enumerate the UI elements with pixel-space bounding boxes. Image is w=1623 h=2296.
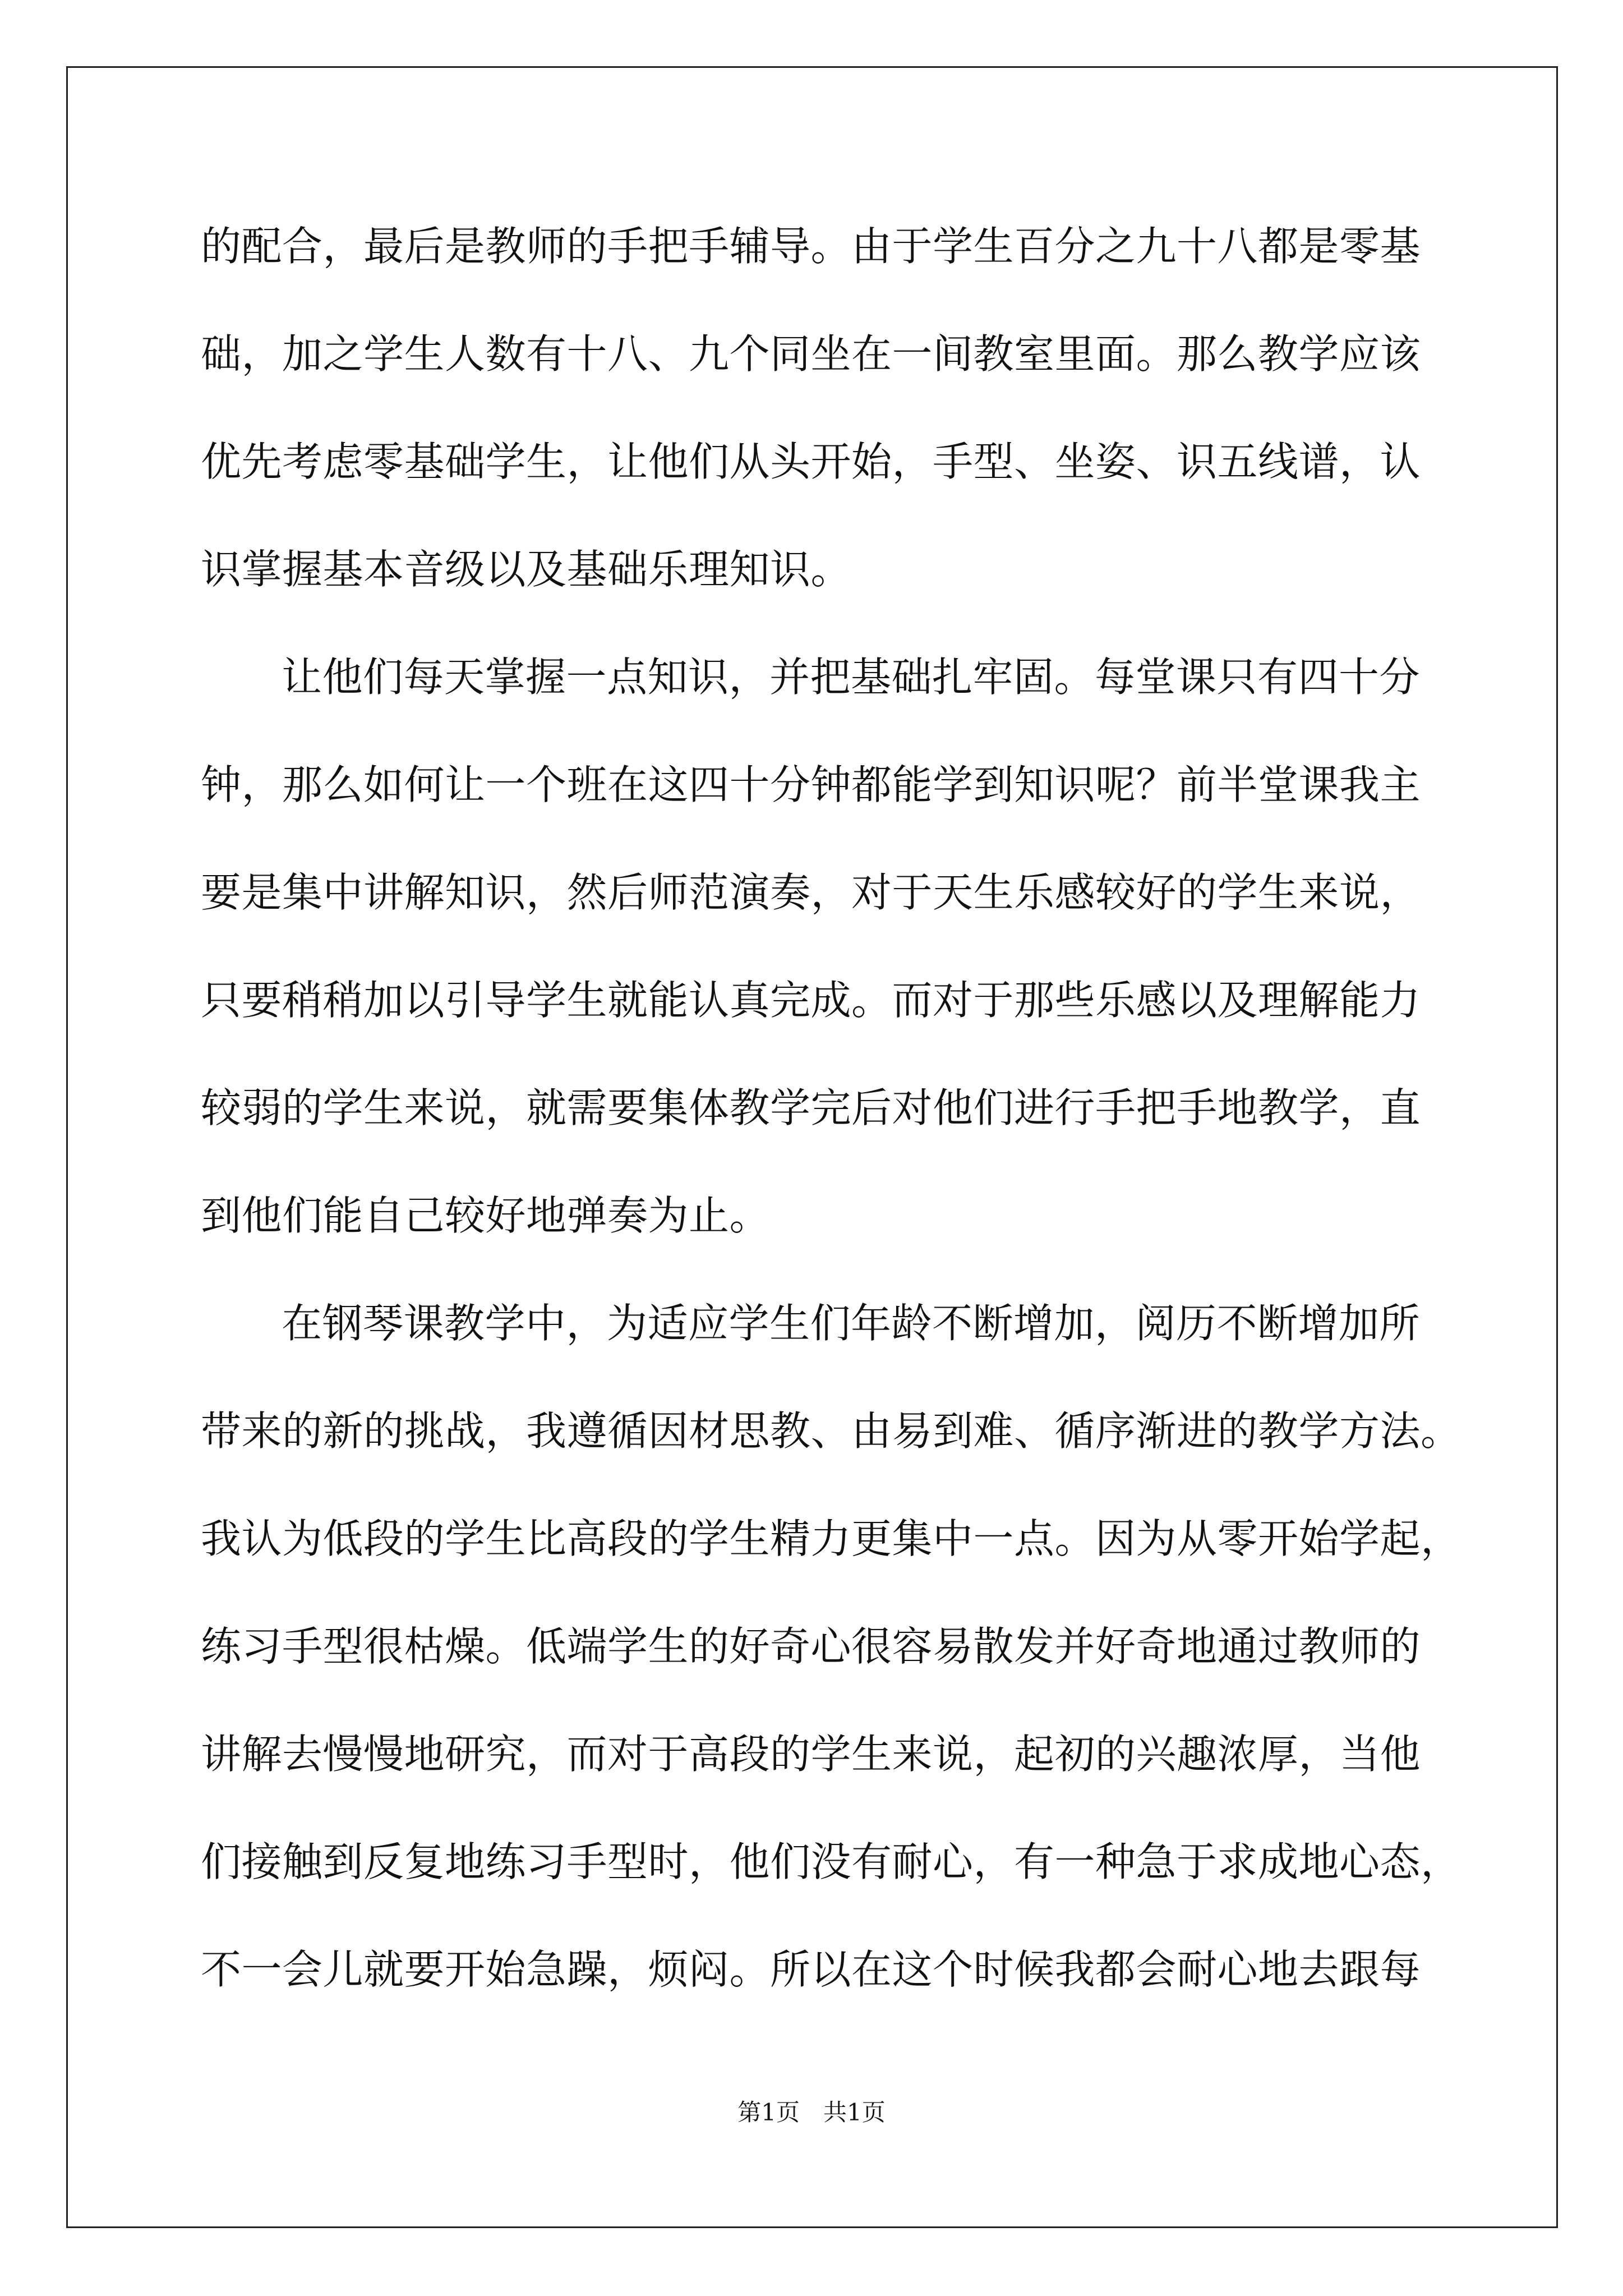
text-line: 识掌握基本音级以及基础乐理知识。 [201, 546, 852, 593]
text-line: 到他们能自己较好地弹奏为止。 [201, 1192, 771, 1239]
text-line: 础，加之学生人数有十八、九个同坐在一间教室里面。那么教学应该 [201, 330, 1421, 378]
text-line: 钟，那么如何让一个班在这四十分钟都能学到知识呢？前半堂课我主 [201, 761, 1421, 808]
text-line: 们接触到反复地练习手型时，他们没有耐心，有一种急于求成地心态， [201, 1838, 1461, 1885]
text-line: 要是集中讲解知识，然后师范演奏，对于天生乐感较好的学生来说， [201, 869, 1421, 916]
text-line: 讲解去慢慢地研究，而对于高段的学生来说，起初的兴趣浓厚，当他 [201, 1731, 1421, 1778]
text-line: 较弱的学生来说，就需要集体教学完后对他们进行手把手地教学，直 [201, 1084, 1421, 1131]
page-footer: 第1页 共1页 [737, 2099, 886, 2126]
text-line: 只要稍稍加以引导学生就能认真完成。而对于那些乐感以及理解能力 [201, 977, 1421, 1024]
text-line: 优先考虑零基础学生，让他们从头开始，手型、坐姿、识五线谱，认 [201, 438, 1421, 485]
text-line: 带来的新的挑战，我遵循因材思教、由易到难、循序渐进的教学方法。 [201, 1407, 1461, 1455]
text-line: 练习手型很枯燥。低端学生的好奇心很容易散发并好奇地通过教师的 [201, 1623, 1421, 1670]
paragraph-first-line: 让他们每天掌握一点知识，并把基础扎牢固。每堂课只有四十分 [282, 654, 1421, 701]
text-line: 的配合，最后是教师的手把手辅导。由于学生百分之九十八都是零基 [201, 223, 1421, 270]
text-line: 不一会儿就要开始急躁，烦闷。所以在这个时候我都会耐心地去跟每 [201, 1946, 1421, 1993]
text-line: 我认为低段的学生比高段的学生精力更集中一点。因为从零开始学起， [201, 1515, 1461, 1562]
paragraph-first-line: 在钢琴课教学中，为适应学生们年龄不断增加，阅历不断增加所 [282, 1300, 1421, 1347]
page-border [66, 66, 1558, 2228]
